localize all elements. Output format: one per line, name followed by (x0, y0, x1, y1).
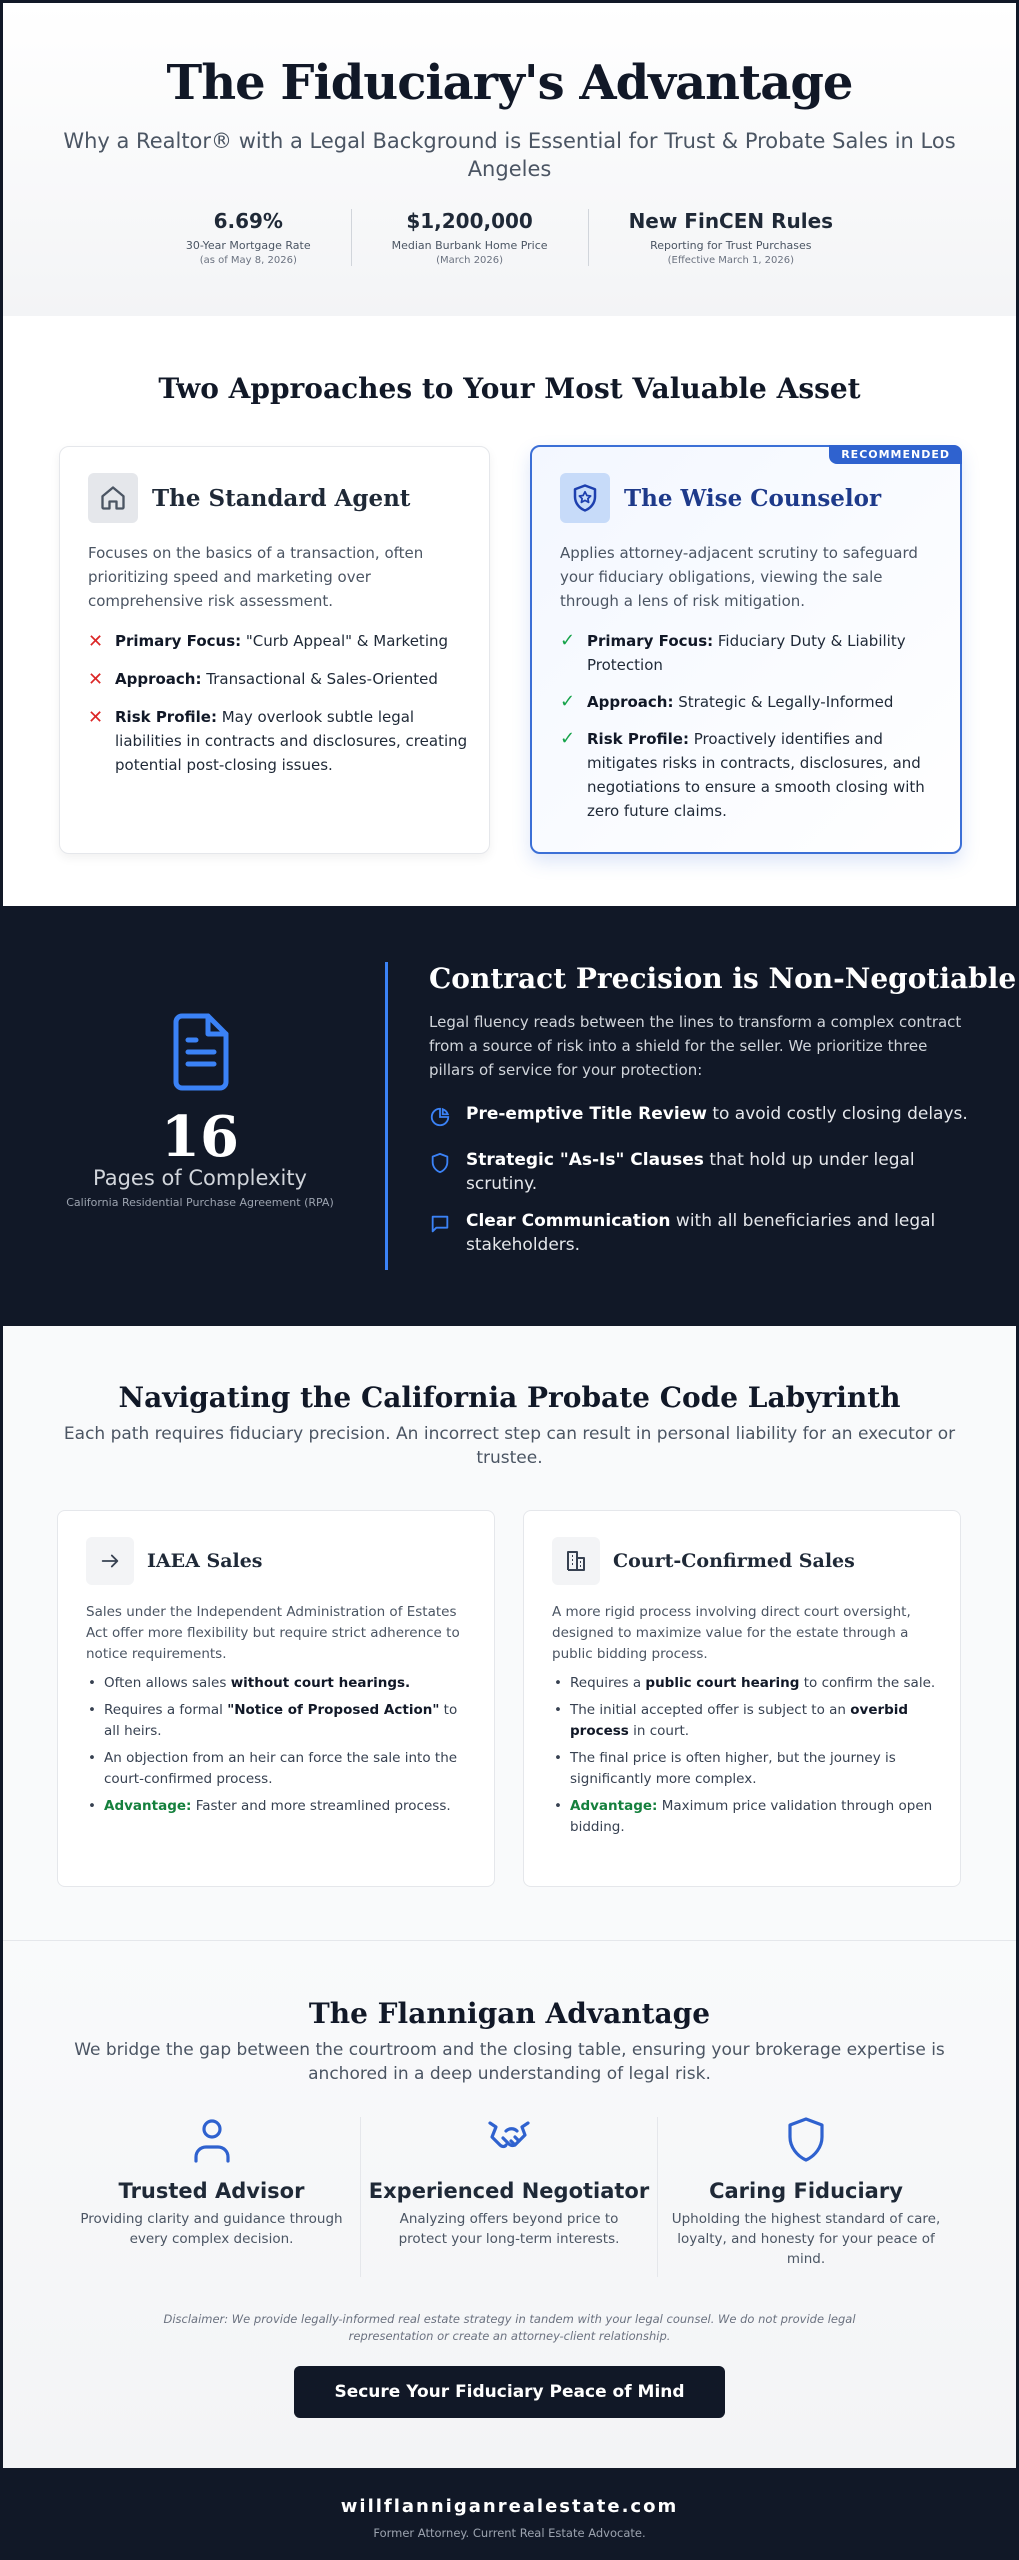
item-text: Strategic & Legally-Informed (673, 693, 894, 711)
item-label: Risk Profile: (115, 708, 217, 726)
shield-icon (429, 1148, 466, 1181)
card-title: Court-Confirmed Sales (613, 1550, 855, 1572)
list-item (560, 690, 945, 714)
item-label: Primary Focus: (115, 632, 242, 650)
item-label: Approach: (115, 670, 202, 688)
home-icon (88, 473, 138, 523)
item-bold: public court hearing (645, 1675, 800, 1691)
flannigan-section (3, 1940, 1016, 2471)
footer-website[interactable]: willflanniganrealestate.com (340, 2496, 679, 2517)
item-text: Faster and more streamlined process. (191, 1798, 451, 1814)
list-item (86, 1673, 471, 1694)
feature-title: Trusted Advisor (118, 2179, 305, 2203)
item-bold: "Notice of Proposed Action" (227, 1702, 440, 1718)
iaea-sales-card (57, 1510, 495, 1887)
check-icon: ✓ (560, 728, 576, 749)
list-item (88, 667, 473, 692)
arrow-right-icon (86, 1537, 134, 1585)
standard-agent-card (59, 446, 490, 854)
card-title: The Wise Counselor (624, 484, 882, 512)
item-text: "Curb Appeal" & Marketing (241, 632, 449, 650)
stat-label: Median Burbank Home Price (391, 239, 548, 252)
court-list (552, 1673, 937, 1844)
card-description: Applies attorney-adjacent scrutiny to safeguard your fiduciary obligations, viewing the sale through a lens of risk mitigation. (560, 544, 918, 610)
feature-text: Upholding the highest standard of care, loyalty, and honesty for your peace of mind. (671, 2211, 941, 2267)
card-description: Focuses on the basics of a transaction, often prioritizing speed and marketing over comprehensive risk assessment. (88, 544, 424, 610)
x-icon: ✕ (88, 707, 104, 728)
card-description: Sales under the Independent Administration of Estates Act offer more flexibility but require strict adherence to notice requirements. (86, 1604, 460, 1662)
recommended-badge: RECOMMENDED (829, 445, 962, 464)
pie-chart-icon (429, 1102, 466, 1135)
stat-value: 6.69% (213, 209, 283, 233)
court-confirmed-card (523, 1510, 961, 1887)
card-title: IAEA Sales (147, 1550, 263, 1572)
pillar-text: to avoid costly closing delays. (706, 1104, 968, 1124)
item-text: An objection from an heir can force the sale into the court-confirmed process. (104, 1750, 458, 1787)
section-title: Contract Precision is Non-Negotiable (429, 962, 1017, 995)
stat-value: $1,200,000 (406, 209, 533, 233)
page-count: 16 (161, 1104, 239, 1170)
user-icon (192, 2148, 232, 2167)
list-item (86, 1748, 471, 1790)
item-label: Primary Focus: (587, 632, 714, 650)
list-item (560, 629, 945, 677)
item-label: Risk Profile: (587, 730, 689, 748)
pillar-item (429, 1148, 969, 1196)
probate-section (3, 1326, 1016, 1940)
cta-button[interactable]: Secure Your Fiduciary Peace of Mind (294, 2366, 725, 2418)
pillar-item (429, 1102, 969, 1135)
item-text: Requires a (570, 1675, 646, 1691)
section-title: Two Approaches to Your Most Valuable Asset (158, 372, 861, 405)
shield-icon (786, 2148, 826, 2167)
list-item (552, 1796, 937, 1838)
wise-list (560, 629, 945, 836)
document-label: California Residential Purchase Agreement (RPA) (66, 1196, 334, 1209)
item-text: Maximum price validation through open bidding. (570, 1798, 933, 1835)
stat-value: New FinCEN Rules (628, 209, 834, 233)
item-text: in court. (628, 1723, 690, 1739)
stat-label: 30-Year Mortgage Rate (185, 239, 311, 252)
stats-row (3, 209, 1016, 266)
divider (385, 962, 388, 1270)
feature-text: Providing clarity and guidance through every complex decision. (80, 2211, 343, 2247)
stat-label: Reporting for Trust Purchases (650, 239, 812, 252)
item-text: Often allows sales (104, 1675, 231, 1691)
stat-mortgage-rate (146, 209, 351, 266)
iaea-list (86, 1673, 471, 1823)
list-item (560, 727, 945, 823)
list-item (86, 1700, 471, 1742)
feature-negotiator (360, 2117, 657, 2277)
item-text: Proactively identifies and mitigates risks in contracts, disclosures, and negotiations to ensure a smooth closing with zero future claims. (587, 730, 925, 820)
pillar-item (429, 1209, 969, 1257)
item-text: Fiduciary Duty & Liability Protection (587, 632, 906, 674)
stat-fincen (588, 209, 874, 266)
section-title: Navigating the California Probate Code Labyrinth (118, 1381, 901, 1414)
pillar-bold: Clear Communication (466, 1211, 671, 1231)
card-description: A more rigid process involving direct court oversight, designed to maximize value for the estate through a public bidding process. (552, 1604, 911, 1662)
x-icon: ✕ (88, 669, 104, 690)
list-item (88, 629, 473, 654)
check-icon: ✓ (560, 691, 576, 712)
section-title: The Flannigan Advantage (308, 1997, 711, 2030)
item-label: Approach: (587, 693, 674, 711)
building-icon (552, 1537, 600, 1585)
wise-counselor-card (530, 445, 962, 854)
list-item (88, 705, 473, 777)
contract-section (0, 908, 1019, 1326)
pillar-text: that hold up under legal scrutiny. (466, 1150, 915, 1194)
item-bold: overbid process (570, 1702, 909, 1739)
footer-tagline: Former Attorney. Current Real Estate Advocate. (373, 2526, 646, 2540)
hero-section (3, 3, 1016, 316)
card-header (88, 473, 410, 523)
item-text: The initial accepted offer is subject to an (570, 1702, 851, 1718)
list-item (552, 1673, 937, 1694)
document-icon (168, 1012, 234, 1096)
item-text: May overlook subtle legal liabilities in contracts and disclosures, creating potential post-closing issues. (115, 708, 468, 774)
approaches-section (3, 316, 1016, 906)
x-icon: ✕ (88, 631, 104, 652)
pillar-bold: Strategic "As-Is" Clauses (466, 1150, 704, 1170)
footer (0, 2471, 1019, 2560)
card-title: The Standard Agent (152, 484, 411, 512)
pillar-bold: Pre-emptive Title Review (466, 1104, 707, 1124)
card-header (86, 1537, 263, 1585)
item-text: to all heirs. (104, 1702, 458, 1739)
stat-note: (March 2026) (436, 255, 504, 266)
card-header (560, 473, 881, 523)
standard-list (88, 629, 473, 790)
section-lead: We bridge the gap between the courtroom and the closing table, ensuring your brokerage expertise is anchored in a deep understanding of legal risk. (74, 2040, 945, 2084)
card-header (552, 1537, 855, 1585)
item-text: Transactional & Sales-Oriented (201, 670, 438, 688)
feature-title: Experienced Negotiator (368, 2179, 650, 2203)
feature-text: Analyzing offers beyond price to protect your long-term interests. (398, 2211, 620, 2247)
page-count-label: Pages of Complexity (93, 1166, 307, 1190)
stat-note: (as of May 8, 2026) (199, 255, 297, 266)
pillars-list (429, 1102, 969, 1270)
features-row (63, 2117, 956, 2277)
advantage-label: Advantage: (104, 1798, 192, 1814)
stat-median-price (351, 209, 588, 266)
pillar-text: with all beneficiaries and legal stakeholders. (466, 1211, 936, 1255)
chat-icon (429, 1209, 466, 1242)
item-bold: without court hearings. (230, 1675, 411, 1691)
page-title: The Fiduciary's Advantage (166, 55, 853, 111)
item-text: to confirm the sale. (799, 1675, 936, 1691)
feature-caring-fiduciary (657, 2117, 954, 2277)
list-item (552, 1748, 937, 1790)
advantage-label: Advantage: (570, 1798, 658, 1814)
item-text: The final price is often higher, but the journey is significantly more complex. (570, 1750, 896, 1787)
feature-title: Caring Fiduciary (709, 2179, 903, 2203)
section-lead: Each path requires fiduciary precision. An incorrect step can result in personal liability for an executor or trustee. (63, 1424, 956, 1468)
disclaimer: Disclaimer: We provide legally-informed real estate strategy in tandem with your legal counsel. We do not provide legal representation or create an attorney-client relationship. (163, 2312, 856, 2343)
feature-trusted-advisor (63, 2117, 360, 2277)
stat-note: (Effective March 1, 2026) (667, 255, 795, 266)
page-subtitle: Why a Realtor® with a Legal Background is Essential for Trust & Probate Sales in Los Angeles (63, 129, 956, 181)
check-icon: ✓ (560, 630, 576, 651)
list-item (86, 1796, 471, 1817)
handshake-icon (484, 2148, 534, 2167)
shield-icon (560, 473, 610, 523)
list-item (552, 1700, 937, 1742)
section-paragraph: Legal fluency reads between the lines to transform a complex contract from a source of risk into a shield for the seller. We prioritize three pillars of service for your protection: (429, 1013, 962, 1079)
item-text: Requires a formal (104, 1702, 228, 1718)
